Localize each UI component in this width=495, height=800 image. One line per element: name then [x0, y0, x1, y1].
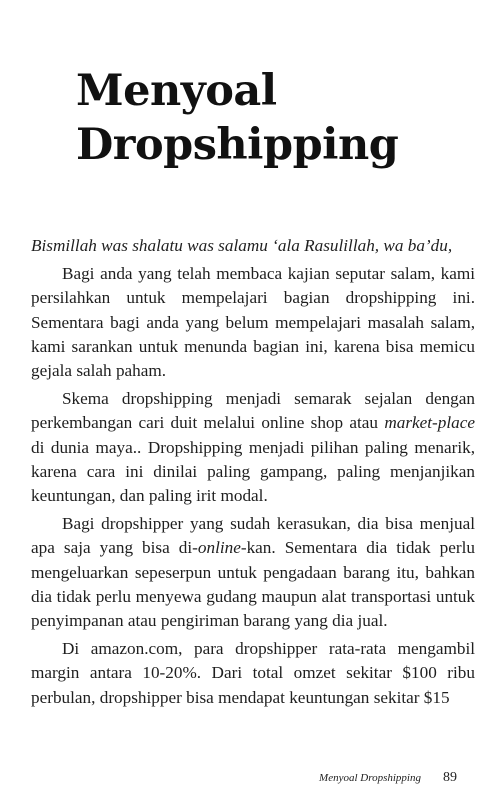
opening-salutation: Bismillah was shalatu was salamu ‘ala Rasulillah, wa ba’du,: [31, 236, 453, 255]
chapter-title-line-2: Dropshipping: [76, 120, 399, 170]
page-number: 89: [443, 770, 457, 785]
paragraph-2-text-b: di dunia maya.. Dropshipping menjadi pilihan paling menarik, karena cara ini dinilai paling gampang, paling menjanjikan keuntungan, dan paling irit modal.: [31, 437, 475, 506]
paragraph-2-text-a: Skema dropshipping menjadi semarak sejalan dengan perkembangan cari duit melalui online shop atau: [31, 389, 475, 433]
running-title: Menyoal Dropshipping: [319, 772, 421, 784]
paragraph-2-emphasis: market-place: [384, 413, 475, 433]
paragraph-4: Di amazon.com, para dropshipper rata-rata mengambil margin antara 10-20%. Dari total omzet sekitar $100 ribu perbulan, dropshipper bisa mendapat keuntungan sekitar $15: [31, 639, 475, 707]
paragraph-3-emphasis: online: [197, 538, 241, 558]
chapter-title: [76, 64, 398, 172]
paragraph-1: Bagi anda yang telah membaca kajian seputar salam, kami persilahkan untuk mempelajari bagian dropshipping ini. Sementara bagi anda yang belum mempelajari masalah salam, kami sarankan untuk menunda bagian ini, karena bisa memicu gejala salah paham.: [31, 264, 475, 381]
paragraph-2: [31, 387, 475, 508]
paragraph-3-text-b: -kan. Sementara dia tidak perlu mengeluarkan sepeserpun untuk pengadaan barang itu, bahkan dia tidak perlu menyewa gudang maupun alat transportasi untuk penyimpanan atau pengiriman barang yang dia jual.: [31, 538, 475, 631]
page-footer: [319, 768, 457, 786]
chapter-title-line-1: Menyoal: [76, 66, 277, 116]
body-text: [31, 234, 475, 714]
paragraph-3-text-a: Bagi dropshipper yang sudah kerasukan, dia bisa menjual apa saja yang bisa di-: [31, 514, 475, 558]
paragraph-3: [31, 512, 475, 633]
